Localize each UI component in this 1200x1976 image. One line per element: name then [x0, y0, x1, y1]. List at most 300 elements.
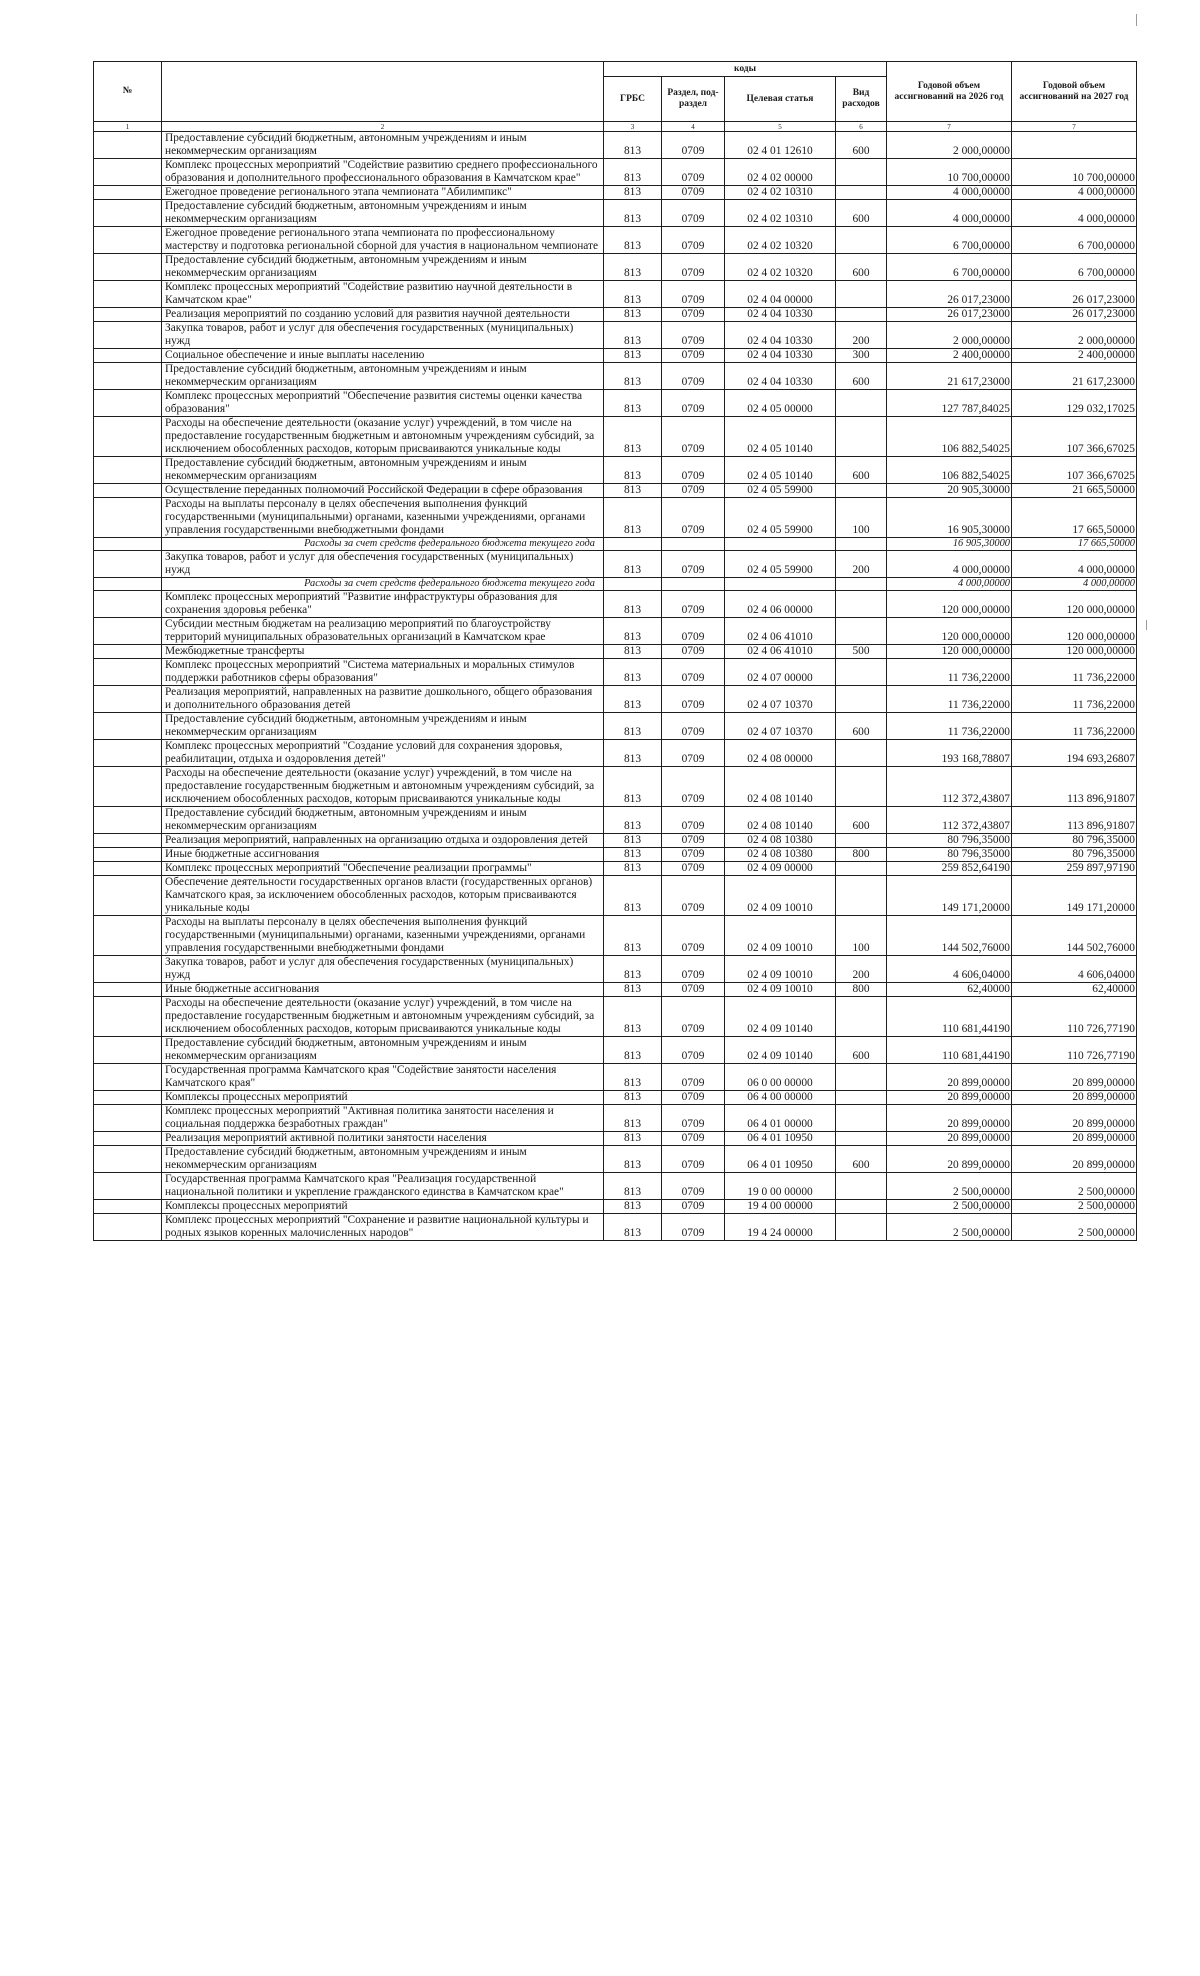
cell-v2026: 20 899,00000 — [887, 1132, 1012, 1146]
table-row — [94, 591, 1137, 618]
cell-name: Комплекс процессных мероприятий "Развитие инфраструктуры образования для сохранения здоровья ребенка" — [162, 591, 604, 618]
cell-grbs: 813 — [604, 132, 662, 159]
table-row — [94, 200, 1137, 227]
cell-target: 02 4 02 00000 — [725, 159, 836, 186]
table-row — [94, 551, 1137, 578]
cell-target — [725, 538, 836, 551]
cell-expense-type — [836, 686, 887, 713]
cell-section: 0709 — [662, 983, 725, 997]
cell-v2026: 2 500,00000 — [887, 1173, 1012, 1200]
cell-section: 0709 — [662, 916, 725, 956]
table-row — [94, 159, 1137, 186]
cell-v2026: 110 681,44190 — [887, 1037, 1012, 1064]
cell-name: Реализация мероприятий, направленных на развитие дошкольного, общего образования и дополнительного образования детей — [162, 686, 604, 713]
cell-v2026: 2 500,00000 — [887, 1214, 1012, 1241]
cell-name: Расходы на обеспечение деятельности (оказание услуг) учреждений, в том числе на предоставление государственным бюджетным и автономным учреждениям субсидий, за исключением обособленных расходов, которым присваиваются уникальные коды — [162, 417, 604, 457]
table-row — [94, 645, 1137, 659]
cell-expense-type: 600 — [836, 807, 887, 834]
table-row — [94, 349, 1137, 363]
cell-section: 0709 — [662, 200, 725, 227]
header-expense-type: Вид расходов — [836, 77, 887, 122]
cell-expense-type — [836, 740, 887, 767]
cell-num — [94, 457, 162, 484]
cell-section: 0709 — [662, 186, 725, 200]
cell-num — [94, 1064, 162, 1091]
cell-num — [94, 200, 162, 227]
cell-expense-type: 600 — [836, 457, 887, 484]
cell-section: 0709 — [662, 1146, 725, 1173]
cell-num — [94, 578, 162, 591]
table-row — [94, 484, 1137, 498]
colnum-4: 4 — [662, 122, 725, 132]
cell-target: 06 4 01 10950 — [725, 1146, 836, 1173]
cell-section: 0709 — [662, 1037, 725, 1064]
cell-expense-type — [836, 484, 887, 498]
cell-name: Ежегодное проведение регионального этапа чемпионата по профессиональному мастерству и подготовка региональной сборной для участия в национальном чемпионате — [162, 227, 604, 254]
cell-grbs: 813 — [604, 834, 662, 848]
cell-v2026: 127 787,84025 — [887, 390, 1012, 417]
cell-target: 02 4 06 41010 — [725, 618, 836, 645]
cell-target: 02 4 02 10320 — [725, 227, 836, 254]
cell-expense-type — [836, 1200, 887, 1214]
cell-num — [94, 538, 162, 551]
cell-target: 02 4 08 10140 — [725, 767, 836, 807]
table-header — [94, 62, 1137, 132]
cell-target: 02 4 04 10330 — [725, 308, 836, 322]
cell-v2026: 16 905,30000 — [887, 498, 1012, 538]
cell-grbs: 813 — [604, 322, 662, 349]
cell-grbs: 813 — [604, 659, 662, 686]
cell-v2027: 20 899,00000 — [1012, 1105, 1137, 1132]
cell-num — [94, 484, 162, 498]
cell-v2026: 4 000,00000 — [887, 186, 1012, 200]
cell-name: Предоставление субсидий бюджетным, автономным учреждениям и иным некоммерческим организациям — [162, 1037, 604, 1064]
cell-target: 02 4 06 41010 — [725, 645, 836, 659]
cell-expense-type: 600 — [836, 1037, 887, 1064]
cell-target: 02 4 02 10320 — [725, 254, 836, 281]
cell-grbs: 813 — [604, 186, 662, 200]
cell-section: 0709 — [662, 645, 725, 659]
cell-name: Иные бюджетные ассигнования — [162, 848, 604, 862]
table-row — [94, 916, 1137, 956]
cell-num — [94, 767, 162, 807]
cell-target: 02 4 01 12610 — [725, 132, 836, 159]
cell-num — [94, 1146, 162, 1173]
cell-grbs: 813 — [604, 983, 662, 997]
cell-target: 02 4 05 59900 — [725, 484, 836, 498]
cell-grbs: 813 — [604, 1200, 662, 1214]
cell-section: 0709 — [662, 713, 725, 740]
cell-num — [94, 186, 162, 200]
cell-target: 02 4 09 10140 — [725, 1037, 836, 1064]
cell-v2027: 21 665,50000 — [1012, 484, 1137, 498]
cell-grbs: 813 — [604, 645, 662, 659]
cell-name: Расходы за счет средств федерального бюджета текущего года — [162, 578, 604, 591]
cell-grbs: 813 — [604, 1064, 662, 1091]
cell-v2027: 4 000,00000 — [1012, 200, 1137, 227]
cell-target: 02 4 05 10140 — [725, 417, 836, 457]
cell-section: 0709 — [662, 484, 725, 498]
cell-name: Социальное обеспечение и иные выплаты населению — [162, 349, 604, 363]
table-row — [94, 1200, 1137, 1214]
cell-expense-type: 600 — [836, 713, 887, 740]
cell-v2027: 107 366,67025 — [1012, 417, 1137, 457]
table-row — [94, 281, 1137, 308]
cell-v2027: 10 700,00000 — [1012, 159, 1137, 186]
cell-num — [94, 1173, 162, 1200]
cell-expense-type — [836, 1091, 887, 1105]
cell-num — [94, 1200, 162, 1214]
cell-v2026: 110 681,44190 — [887, 997, 1012, 1037]
cell-v2026: 6 700,00000 — [887, 227, 1012, 254]
cell-name: Комплекс процессных мероприятий "Система материальных и моральных стимулов поддержки работников сферы образования" — [162, 659, 604, 686]
cell-num — [94, 997, 162, 1037]
cell-v2026: 106 882,54025 — [887, 417, 1012, 457]
cell-expense-type: 300 — [836, 349, 887, 363]
cell-expense-type: 200 — [836, 956, 887, 983]
cell-v2027 — [1012, 132, 1137, 159]
cell-section: 0709 — [662, 997, 725, 1037]
colnum-7-2027: 7 — [1012, 122, 1137, 132]
table-row — [94, 862, 1137, 876]
cell-section: 0709 — [662, 227, 725, 254]
cell-v2026: 20 905,30000 — [887, 484, 1012, 498]
cell-target: 06 4 00 00000 — [725, 1091, 836, 1105]
cell-expense-type: 800 — [836, 848, 887, 862]
cell-section: 0709 — [662, 1173, 725, 1200]
table-row — [94, 308, 1137, 322]
cell-num — [94, 363, 162, 390]
cell-target: 02 4 09 00000 — [725, 862, 836, 876]
cell-num — [94, 807, 162, 834]
cell-v2027: 11 736,22000 — [1012, 713, 1137, 740]
cell-num — [94, 862, 162, 876]
cell-name: Предоставление субсидий бюджетным, автономным учреждениям и иным некоммерческим организациям — [162, 363, 604, 390]
cell-v2027: 62,40000 — [1012, 983, 1137, 997]
cell-grbs: 813 — [604, 807, 662, 834]
cell-expense-type: 600 — [836, 254, 887, 281]
cell-name: Предоставление субсидий бюджетным, автономным учреждениям и иным некоммерческим организациям — [162, 1146, 604, 1173]
cell-grbs: 813 — [604, 618, 662, 645]
cell-section: 0709 — [662, 417, 725, 457]
cell-v2026: 21 617,23000 — [887, 363, 1012, 390]
cell-expense-type: 500 — [836, 645, 887, 659]
cell-section: 0709 — [662, 322, 725, 349]
cell-section: 0709 — [662, 390, 725, 417]
cell-num — [94, 740, 162, 767]
cell-v2027: 80 796,35000 — [1012, 834, 1137, 848]
table-row — [94, 1173, 1137, 1200]
table-row — [94, 1064, 1137, 1091]
cell-v2027: 20 899,00000 — [1012, 1091, 1137, 1105]
cell-v2027: 20 899,00000 — [1012, 1146, 1137, 1173]
cell-target: 02 4 05 59900 — [725, 498, 836, 538]
cell-expense-type — [836, 417, 887, 457]
cell-name: Комплексы процессных мероприятий — [162, 1200, 604, 1214]
cell-num — [94, 659, 162, 686]
cell-v2027: 120 000,00000 — [1012, 591, 1137, 618]
cell-v2026: 106 882,54025 — [887, 457, 1012, 484]
cell-grbs — [604, 578, 662, 591]
header-target: Целевая статья — [725, 77, 836, 122]
cell-num — [94, 132, 162, 159]
table-body — [94, 132, 1137, 1241]
cell-expense-type — [836, 834, 887, 848]
cell-section: 0709 — [662, 1200, 725, 1214]
cell-v2027: 80 796,35000 — [1012, 848, 1137, 862]
cell-name: Комплекс процессных мероприятий "Содействие развитию среднего профессионального образования и дополнительного профессионального образования в Камчатском крае" — [162, 159, 604, 186]
cell-grbs: 813 — [604, 1146, 662, 1173]
cell-expense-type — [836, 876, 887, 916]
budget-allocation-table — [93, 61, 1137, 1241]
cell-expense-type — [836, 862, 887, 876]
cell-expense-type: 600 — [836, 200, 887, 227]
cell-target — [725, 578, 836, 591]
cell-section: 0709 — [662, 551, 725, 578]
cell-num — [94, 159, 162, 186]
cell-v2026: 259 852,64190 — [887, 862, 1012, 876]
cell-expense-type — [836, 1105, 887, 1132]
colnum-5: 5 — [725, 122, 836, 132]
cell-target: 19 0 00 00000 — [725, 1173, 836, 1200]
cell-section: 0709 — [662, 659, 725, 686]
cell-v2026: 62,40000 — [887, 983, 1012, 997]
cell-v2026: 80 796,35000 — [887, 834, 1012, 848]
cell-grbs: 813 — [604, 1037, 662, 1064]
cell-name: Предоставление субсидий бюджетным, автономным учреждениям и иным некоммерческим организациям — [162, 254, 604, 281]
cell-expense-type — [836, 659, 887, 686]
cell-section: 0709 — [662, 159, 725, 186]
cell-section: 0709 — [662, 498, 725, 538]
table-row — [94, 417, 1137, 457]
header-codes: коды — [604, 62, 887, 77]
cell-name: Осуществление переданных полномочий Российской Федерации в сфере образования — [162, 484, 604, 498]
cell-section — [662, 538, 725, 551]
cell-v2026: 112 372,43807 — [887, 767, 1012, 807]
cell-target: 02 4 05 00000 — [725, 390, 836, 417]
cell-v2026: 4 000,00000 — [887, 578, 1012, 591]
cell-v2026: 120 000,00000 — [887, 645, 1012, 659]
cell-name: Государственная программа Камчатского края "Реализация государственной национальной политики и укрепление гражданского единства в Камчатском крае" — [162, 1173, 604, 1200]
cell-v2026: 6 700,00000 — [887, 254, 1012, 281]
cell-num — [94, 834, 162, 848]
cell-v2026: 80 796,35000 — [887, 848, 1012, 862]
table-row — [94, 767, 1137, 807]
cell-target: 02 4 09 10010 — [725, 983, 836, 997]
cell-grbs: 813 — [604, 254, 662, 281]
cell-v2027: 17 665,50000 — [1012, 498, 1137, 538]
cell-target: 02 4 05 10140 — [725, 457, 836, 484]
cell-expense-type: 100 — [836, 498, 887, 538]
cell-grbs: 813 — [604, 997, 662, 1037]
cell-v2027: 2 400,00000 — [1012, 349, 1137, 363]
table-row — [94, 659, 1137, 686]
table-row — [94, 848, 1137, 862]
cell-num — [94, 1037, 162, 1064]
cell-target: 06 4 01 00000 — [725, 1105, 836, 1132]
cell-num — [94, 876, 162, 916]
table-row — [94, 713, 1137, 740]
cell-target: 02 4 08 00000 — [725, 740, 836, 767]
cell-name: Расходы на выплаты персоналу в целях обеспечения выполнения функций государственными (муниципальными) органами, казенными учреждениями, органами управления государственными внебюджетными фондами — [162, 498, 604, 538]
header-grbs: ГРБС — [604, 77, 662, 122]
cell-num — [94, 551, 162, 578]
cell-v2026: 20 899,00000 — [887, 1146, 1012, 1173]
cell-v2027: 21 617,23000 — [1012, 363, 1137, 390]
cell-grbs: 813 — [604, 159, 662, 186]
cell-v2027: 259 897,97190 — [1012, 862, 1137, 876]
cell-expense-type — [836, 997, 887, 1037]
cell-num — [94, 1091, 162, 1105]
cell-target: 02 4 08 10140 — [725, 807, 836, 834]
cell-name: Комплексы процессных мероприятий — [162, 1091, 604, 1105]
cell-num — [94, 645, 162, 659]
cell-name: Расходы на обеспечение деятельности (оказание услуг) учреждений, в том числе на предоставление государственным бюджетным и автономным учреждениям субсидий, за исключением обособленных расходов, которым присваиваются уникальные коды — [162, 997, 604, 1037]
cell-v2026: 20 899,00000 — [887, 1064, 1012, 1091]
cell-name: Предоставление субсидий бюджетным, автономным учреждениям и иным некоммерческим организациям — [162, 713, 604, 740]
cell-v2027: 6 700,00000 — [1012, 227, 1137, 254]
cell-v2026: 144 502,76000 — [887, 916, 1012, 956]
cell-section: 0709 — [662, 591, 725, 618]
cell-v2027: 11 736,22000 — [1012, 659, 1137, 686]
cell-grbs: 813 — [604, 876, 662, 916]
cell-section: 0709 — [662, 618, 725, 645]
table-row — [94, 1214, 1137, 1241]
cell-num — [94, 1132, 162, 1146]
cell-grbs: 813 — [604, 484, 662, 498]
cell-v2026: 11 736,22000 — [887, 686, 1012, 713]
cell-v2026: 112 372,43807 — [887, 807, 1012, 834]
cell-target: 02 4 04 10330 — [725, 363, 836, 390]
cell-grbs: 813 — [604, 956, 662, 983]
cell-grbs: 813 — [604, 417, 662, 457]
cell-num — [94, 618, 162, 645]
cell-section: 0709 — [662, 740, 725, 767]
table-row — [94, 457, 1137, 484]
cell-num — [94, 254, 162, 281]
cell-name: Расходы на выплаты персоналу в целях обеспечения выполнения функций государственными (муниципальными) органами, казенными учреждениями, органами управления государственными внебюджетными фондами — [162, 916, 604, 956]
cell-num — [94, 983, 162, 997]
cell-num — [94, 349, 162, 363]
cell-num — [94, 390, 162, 417]
colnum-3: 3 — [604, 122, 662, 132]
cell-name: Реализация мероприятий, направленных на организацию отдыха и оздоровления детей — [162, 834, 604, 848]
cell-num — [94, 281, 162, 308]
table-row — [94, 186, 1137, 200]
cell-section: 0709 — [662, 363, 725, 390]
cell-section: 0709 — [662, 767, 725, 807]
cell-v2027: 107 366,67025 — [1012, 457, 1137, 484]
cell-name: Предоставление субсидий бюджетным, автономным учреждениям и иным некоммерческим организациям — [162, 132, 604, 159]
table-row — [94, 983, 1137, 997]
cell-name: Комплекс процессных мероприятий "Активная политика занятости населения и социальная поддержка безработных граждан" — [162, 1105, 604, 1132]
cell-expense-type — [836, 1173, 887, 1200]
cell-v2026: 20 899,00000 — [887, 1091, 1012, 1105]
cell-v2026: 11 736,22000 — [887, 713, 1012, 740]
cell-num — [94, 322, 162, 349]
cell-section: 0709 — [662, 1064, 725, 1091]
table-row — [94, 1105, 1137, 1132]
cell-expense-type: 600 — [836, 132, 887, 159]
cell-expense-type — [836, 767, 887, 807]
cell-num — [94, 916, 162, 956]
cell-target: 02 4 07 00000 — [725, 659, 836, 686]
cell-section: 0709 — [662, 457, 725, 484]
cell-v2027: 120 000,00000 — [1012, 645, 1137, 659]
cell-target: 02 4 05 59900 — [725, 551, 836, 578]
cell-v2026: 26 017,23000 — [887, 281, 1012, 308]
cell-expense-type: 200 — [836, 551, 887, 578]
cell-target: 02 4 08 10380 — [725, 848, 836, 862]
cell-v2027: 129 032,17025 — [1012, 390, 1137, 417]
cell-name: Предоставление субсидий бюджетным, автономным учреждениям и иным некоммерческим организациям — [162, 807, 604, 834]
cell-target: 06 0 00 00000 — [725, 1064, 836, 1091]
cell-v2026: 149 171,20000 — [887, 876, 1012, 916]
cell-v2027: 26 017,23000 — [1012, 308, 1137, 322]
cell-v2027: 4 000,00000 — [1012, 186, 1137, 200]
table-row — [94, 1037, 1137, 1064]
cell-grbs: 813 — [604, 713, 662, 740]
cell-section: 0709 — [662, 308, 725, 322]
table-row — [94, 227, 1137, 254]
table-row — [94, 254, 1137, 281]
cell-grbs: 813 — [604, 767, 662, 807]
cell-target: 02 4 07 10370 — [725, 686, 836, 713]
cell-target: 02 4 02 10310 — [725, 186, 836, 200]
scan-mark-top — [1136, 14, 1137, 26]
cell-target: 02 4 04 10330 — [725, 349, 836, 363]
table-row — [94, 322, 1137, 349]
cell-section — [662, 578, 725, 591]
cell-section: 0709 — [662, 848, 725, 862]
table-row — [94, 498, 1137, 538]
table-row — [94, 1132, 1137, 1146]
table-row — [94, 132, 1137, 159]
cell-grbs: 813 — [604, 1173, 662, 1200]
cell-v2027: 110 726,77190 — [1012, 1037, 1137, 1064]
cell-section: 0709 — [662, 132, 725, 159]
cell-target: 02 4 02 10310 — [725, 200, 836, 227]
cell-grbs: 813 — [604, 281, 662, 308]
cell-v2027: 120 000,00000 — [1012, 618, 1137, 645]
cell-num — [94, 686, 162, 713]
table-row-federal — [94, 578, 1137, 591]
header-name — [162, 62, 604, 122]
cell-section: 0709 — [662, 956, 725, 983]
table-row — [94, 876, 1137, 916]
cell-target: 02 4 08 10380 — [725, 834, 836, 848]
cell-name: Иные бюджетные ассигнования — [162, 983, 604, 997]
cell-expense-type: 600 — [836, 1146, 887, 1173]
cell-section: 0709 — [662, 876, 725, 916]
cell-section: 0709 — [662, 686, 725, 713]
cell-grbs: 813 — [604, 363, 662, 390]
cell-section: 0709 — [662, 1091, 725, 1105]
cell-expense-type — [836, 390, 887, 417]
cell-section: 0709 — [662, 1105, 725, 1132]
cell-target: 02 4 09 10010 — [725, 876, 836, 916]
cell-v2026: 4 606,04000 — [887, 956, 1012, 983]
cell-num — [94, 713, 162, 740]
cell-target: 02 4 09 10010 — [725, 956, 836, 983]
cell-v2027: 4 000,00000 — [1012, 578, 1137, 591]
cell-name: Комплекс процессных мероприятий "Обеспечение развития системы оценки качества образования" — [162, 390, 604, 417]
colnum-7-2026: 7 — [887, 122, 1012, 132]
cell-v2026: 120 000,00000 — [887, 618, 1012, 645]
cell-v2027: 4 606,04000 — [1012, 956, 1137, 983]
cell-v2026: 10 700,00000 — [887, 159, 1012, 186]
cell-target: 02 4 07 10370 — [725, 713, 836, 740]
